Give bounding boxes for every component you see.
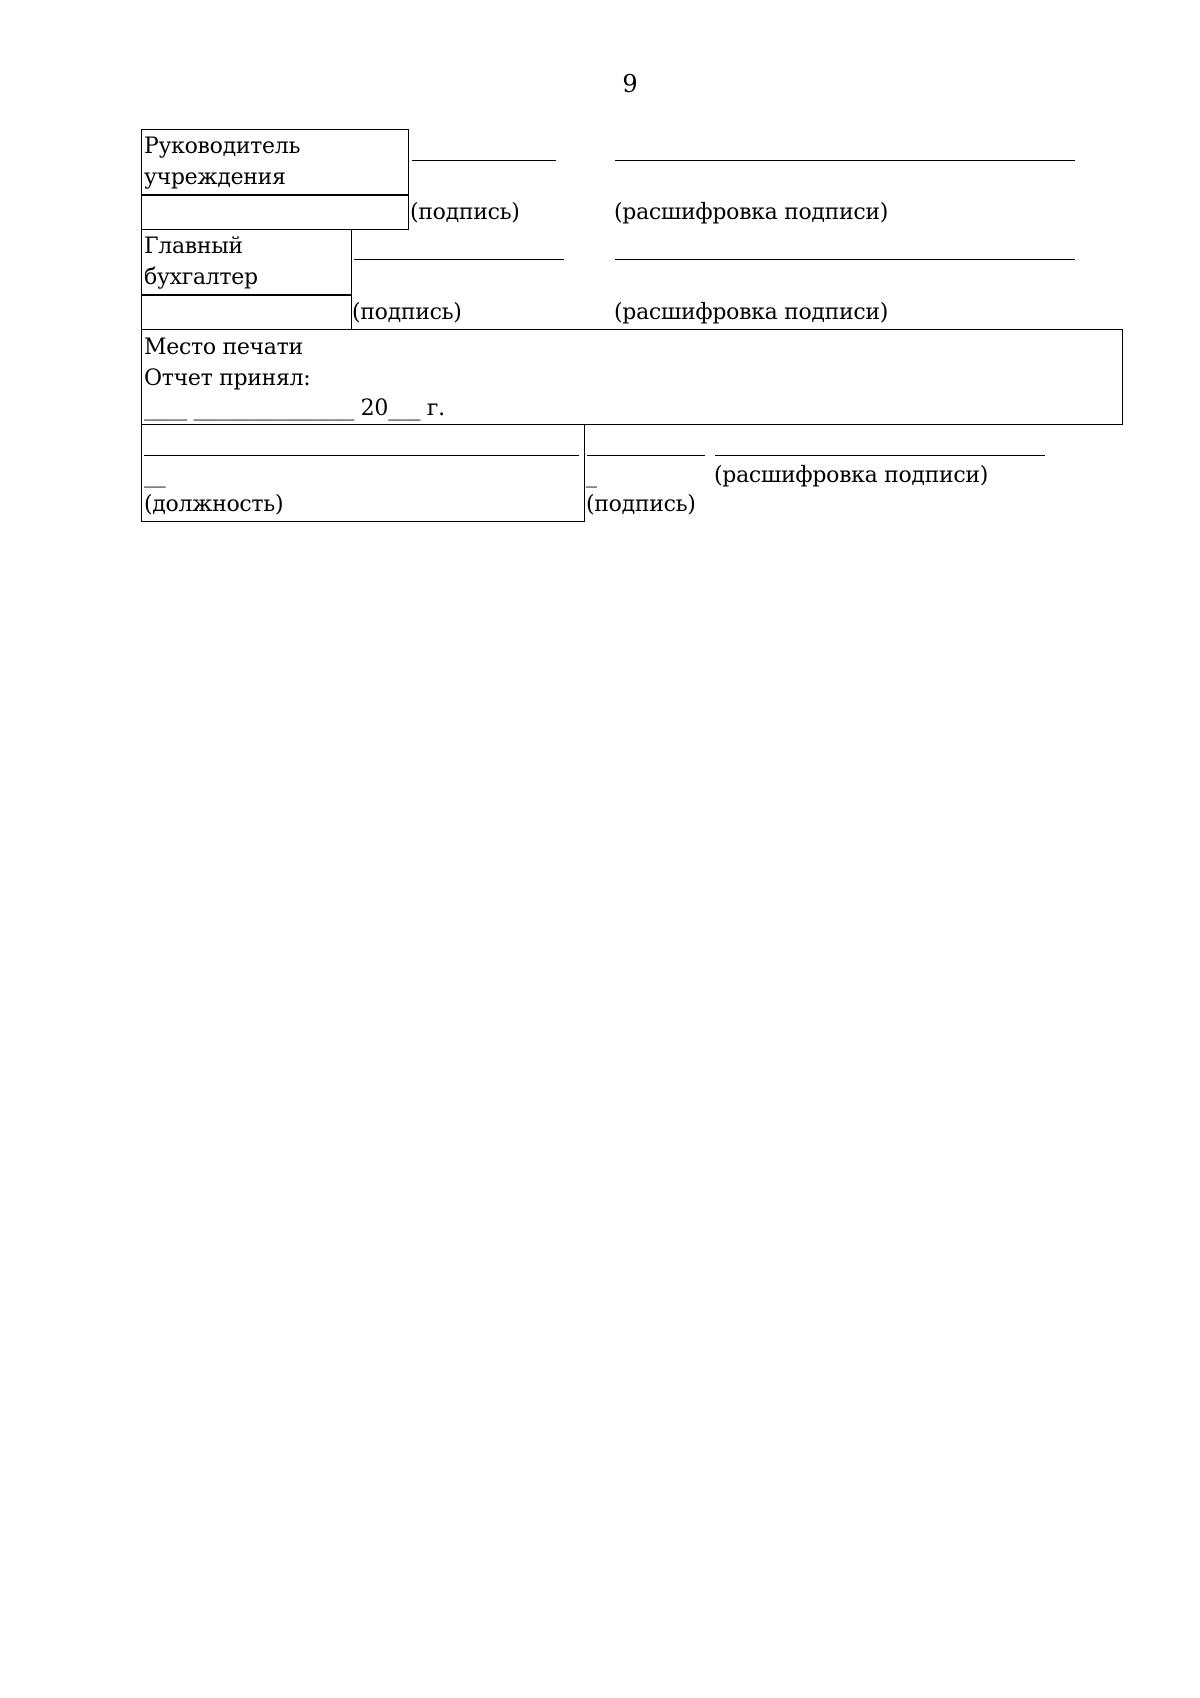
accountant-title-line1: Главный <box>144 234 243 259</box>
acceptor-position-blank: __ <box>144 463 166 488</box>
accountant-title-line2: бухгалтер <box>144 265 258 290</box>
acceptor-signature-label: (подпись) <box>586 492 696 517</box>
accountant-decoding-line <box>615 259 1075 260</box>
head-title-line2: учреждения <box>144 165 286 190</box>
stamp-place-label: Место печати <box>144 335 303 360</box>
stamp-date-line: ____ _______________ 20___ г. <box>144 396 445 421</box>
accountant-signature-line <box>354 259 564 260</box>
acceptor-decoding-line <box>715 455 1045 456</box>
head-signature-label: (подпись) <box>410 200 520 225</box>
head-title-line1: Руководитель <box>144 134 301 159</box>
accountant-empty-cell <box>141 294 352 330</box>
accountant-signature-label: (подпись) <box>352 300 462 325</box>
head-decoding-label: (расшифровка подписи) <box>614 200 889 225</box>
acceptor-signature-line <box>587 455 705 456</box>
acceptor-position-line <box>144 455 579 456</box>
stamp-accepted-label: Отчет принял: <box>144 366 311 391</box>
head-empty-cell <box>141 194 409 230</box>
acceptor-position-label: (должность) <box>144 492 284 517</box>
head-signature-line <box>412 160 556 161</box>
acceptor-decoding-label: (расшифровка подписи) <box>714 463 989 488</box>
head-decoding-line <box>615 160 1075 161</box>
page-number: 9 <box>622 70 638 98</box>
accountant-decoding-label: (расшифровка подписи) <box>614 300 889 325</box>
acceptor-signature-blank: _ <box>586 463 597 488</box>
